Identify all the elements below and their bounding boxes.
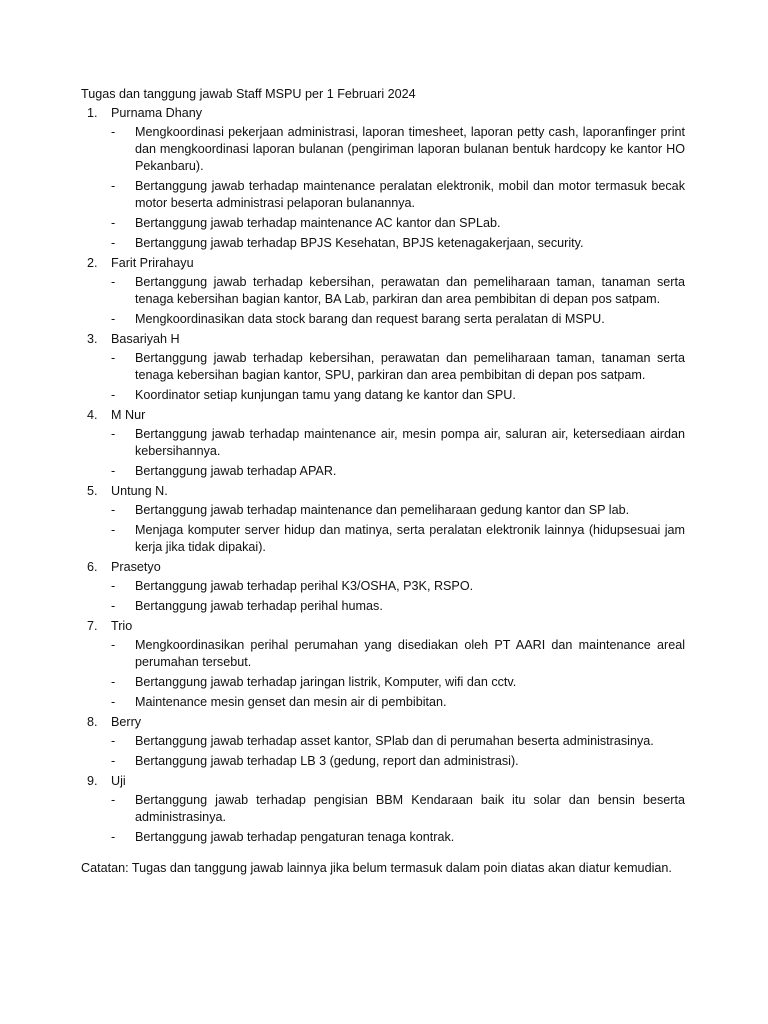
- duty-item: - Bertanggung jawab terhadap APAR.: [111, 463, 685, 480]
- duty-item: - Mengkoordinasikan perihal perumahan yang disediakan oleh PT AARI dan maintenance areal perumahan tersebut.: [111, 637, 685, 671]
- staff-name: Untung N.: [111, 484, 168, 498]
- staff-name: Basariyah H: [111, 332, 180, 346]
- duty-item: - Bertanggung jawab terhadap maintenance peralatan elektronik, mobil dan motor termasuk becak motor beserta administrasi pelaporan bulanannya.: [111, 178, 685, 212]
- duty-list: [111, 426, 685, 480]
- duty-item: - Bertanggung jawab terhadap maintenance dan pemeliharaan gedung kantor dan SP lab.: [111, 502, 685, 519]
- duty-item: - Bertanggung jawab terhadap perihal humas.: [111, 598, 685, 615]
- staff-item: [81, 714, 685, 770]
- staff-name: M Nur: [111, 408, 146, 422]
- duty-list: [111, 637, 685, 711]
- duty-item: - Mengkoordinasikan data stock barang dan request barang serta peralatan di MSPU.: [111, 311, 685, 328]
- duty-item: - Menjaga komputer server hidup dan matinya, serta peralatan elektronik lainnya (hidupsesuai jam kerja jika tidak dipakai).: [111, 522, 685, 556]
- staff-item: [81, 618, 685, 711]
- duty-item: - Bertanggung jawab terhadap kebersihan, perawatan dan pemeliharaan taman, tanaman serta tenaga kebersihan bagian kantor, BA Lab, parkiran dan area pembibitan di depan pos satpam.: [111, 274, 685, 308]
- staff-number: 5.: [87, 484, 98, 498]
- duty-item: - Bertanggung jawab terhadap BPJS Kesehatan, BPJS ketenagakerjaan, security.: [111, 235, 685, 252]
- staff-item: [81, 483, 685, 556]
- document-note: Catatan: Tugas dan tanggung jawab lainnya jika belum termasuk dalam poin diatas akan diatur kemudian.: [81, 861, 672, 875]
- duty-list: [111, 124, 685, 252]
- duty-list: [111, 733, 685, 770]
- staff-item: [81, 331, 685, 404]
- duty-item: - Bertanggung jawab terhadap LB 3 (gedung, report dan administrasi).: [111, 753, 685, 770]
- staff-number: 8.: [87, 715, 98, 729]
- staff-name: Purnama Dhany: [111, 106, 203, 120]
- document-body: [81, 86, 685, 877]
- staff-number: 2.: [87, 256, 98, 270]
- staff-number: 7.: [87, 619, 98, 633]
- staff-name: Uji: [111, 774, 126, 788]
- staff-name: Trio: [111, 619, 133, 633]
- staff-number: 1.: [87, 106, 98, 120]
- staff-item: [81, 407, 685, 480]
- duty-item: - Bertanggung jawab terhadap jaringan listrik, Komputer, wifi dan cctv.: [111, 674, 685, 691]
- staff-item: [81, 559, 685, 615]
- staff-number: 3.: [87, 332, 98, 346]
- staff-item: [81, 773, 685, 846]
- duty-item: - Bertanggung jawab terhadap maintenance AC kantor dan SPLab.: [111, 215, 685, 232]
- duty-list: [111, 350, 685, 404]
- staff-item: [81, 105, 685, 252]
- duty-list: [111, 274, 685, 328]
- staff-name: Berry: [111, 715, 142, 729]
- document-title: Tugas dan tanggung jawab Staff MSPU per 1 Februari 2024: [81, 87, 416, 101]
- duty-item: - Bertanggung jawab terhadap perihal K3/OSHA, P3K, RSPO.: [111, 578, 685, 595]
- staff-item: [81, 255, 685, 328]
- duty-item: - Koordinator setiap kunjungan tamu yang datang ke kantor dan SPU.: [111, 387, 685, 404]
- duty-list: [111, 578, 685, 615]
- duty-item: - Bertanggung jawab terhadap asset kantor, SPlab dan di perumahan beserta administrasinya.: [111, 733, 685, 750]
- staff-number: 9.: [87, 774, 98, 788]
- duty-item: - Mengkoordinasi pekerjaan administrasi, laporan timesheet, laporan petty cash, laporanfinger print dan mengkoordinasi laporan bulanan (pengiriman laporan bulanan bentuk hardcopy ke kantor HO Pekanbaru).: [111, 124, 685, 175]
- duty-item: - Bertanggung jawab terhadap kebersihan, perawatan dan pemeliharaan taman, tanaman serta tenaga kebersihan bagian kantor, SPU, parkiran dan area pembibitan di depan pos satpam.: [111, 350, 685, 384]
- duty-list: [111, 792, 685, 846]
- staff-number: 6.: [87, 560, 98, 574]
- staff-name: Prasetyo: [111, 560, 161, 574]
- staff-list: [81, 105, 685, 846]
- duty-item: - Maintenance mesin genset dan mesin air di pembibitan.: [111, 694, 685, 711]
- duty-item: - Bertanggung jawab terhadap maintenance air, mesin pompa air, saluran air, ketersediaan airdan kebersihannya.: [111, 426, 685, 460]
- staff-number: 4.: [87, 408, 98, 422]
- staff-name: Farit Prirahayu: [111, 256, 194, 270]
- duty-list: [111, 502, 685, 556]
- duty-item: - Bertanggung jawab terhadap pengisian BBM Kendaraan baik itu solar dan bensin beserta administrasinya.: [111, 792, 685, 826]
- duty-item: - Bertanggung jawab terhadap pengaturan tenaga kontrak.: [111, 829, 685, 846]
